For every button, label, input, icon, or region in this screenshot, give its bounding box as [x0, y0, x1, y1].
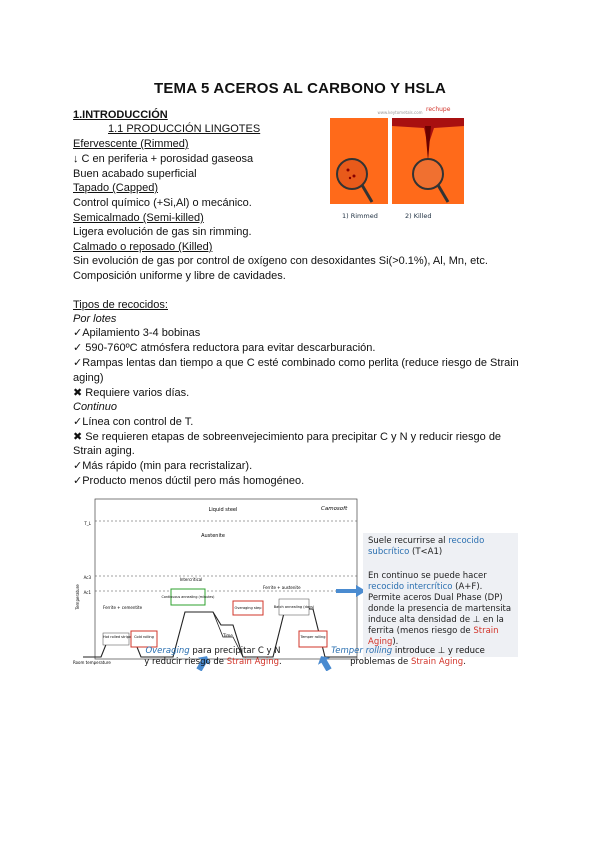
intercritical-label: Intercritical — [179, 577, 203, 582]
continuo-item: ✓Línea con control de T. — [73, 416, 194, 428]
type-heading-rimmed: Efervescente (Rimmed) — [73, 138, 189, 150]
austenite-label: Austenite — [201, 533, 225, 539]
type-line: Buen acabado superficial — [73, 168, 197, 180]
lotes-label: Por lotes — [73, 313, 117, 325]
room-label: Room temperature — [73, 660, 111, 665]
type-heading-capped: Tapado (Capped) — [73, 182, 159, 194]
box-hot-rolled: Hot rolled strip — [102, 635, 130, 639]
continuo-item: ✖ Se requieren etapas de sobreenvejecimiento para precipitar C y N y reducir riesgo de — [73, 431, 502, 443]
label-killed: 2) Killed — [405, 212, 432, 220]
annealing-diagram — [73, 497, 363, 667]
type-heading-semikilled: Semicalmado (Semi-killed) — [73, 212, 204, 224]
box-continuous: Continuous annealing (minutes) — [161, 595, 215, 599]
lotes-item: ✖ Requiere varios días. — [73, 387, 190, 399]
box-cold-rolling: Cold rolling — [134, 635, 154, 639]
ferrite-cementite-label: Ferrite + cementite — [103, 605, 143, 610]
temper-caption: Temper rolling introduce ⊥ y reduce problemas de Strain Aging. — [331, 646, 485, 667]
lotes-item: ✓ 590-760ºC atmósfera reductora para evitar descarburación. — [73, 342, 376, 354]
type-line: Sin evolución de gas por control de oxígeno con desoxidantes Si(>0.1%), Al, Mn, etc. — [73, 255, 488, 267]
magnifier-icon — [337, 159, 367, 189]
continuo-item: Strain aging. — [73, 445, 135, 457]
tl-label: T_L — [84, 521, 91, 526]
ac3-label: Ac3 — [83, 575, 91, 580]
box-temper: Temper rolling — [300, 635, 326, 639]
section-heading: 1.INTRODUCCIÓN — [73, 109, 168, 121]
ferrite-austenite-label: Ferrite + austenite — [263, 585, 301, 590]
ac1-label: Ac1 — [83, 590, 91, 595]
type-line: ↓ C en periferia + porosidad gaseosa — [73, 153, 254, 165]
lotes-item: ✓Rampas lentas dan tiempo a que C esté combinado como perlita (reduce riesgo de Strain — [73, 357, 519, 369]
x-axis-label: Time — [223, 633, 233, 638]
label-rimmed: 1) Rimmed — [342, 212, 378, 220]
lotes-item: ✓Apilamiento 3-4 bobinas — [73, 327, 201, 339]
liquid-label: Liquid steel — [208, 507, 238, 513]
type-line: Control químico (+Si,Al) o mecánico. — [73, 197, 252, 209]
photo-watermark: www.keytometals.com — [377, 110, 423, 115]
ingot-photo — [330, 106, 470, 224]
box-batch: Batch annealing (days) — [273, 605, 315, 609]
side-note-box — [363, 533, 518, 657]
magnifier-icon — [413, 159, 443, 189]
arrow-icon — [336, 585, 366, 597]
page-title: TEMA 5 ACEROS AL CARBONO Y HSLA — [153, 80, 447, 97]
subsection-heading: 1.1 PRODUCCIÓN LINGOTES — [108, 123, 261, 135]
type-line: Composición uniforme y libre de cavidades. — [73, 270, 286, 282]
y-axis-label: Temperature — [75, 584, 80, 610]
continuo-label: Continuo — [73, 401, 118, 413]
overaging-caption: Overaging para precipitar C y N y reducir riesgo de Strain Aging. — [144, 646, 282, 667]
side-note-1: Suele recurrirse al recocido subcrítico (T<A1) — [368, 536, 485, 557]
rechupe-label: rechupe — [426, 106, 451, 113]
camosoft-label: Camosoft — [321, 506, 348, 512]
type-line: Ligera evolución de gas sin rimming. — [73, 226, 252, 238]
type-heading-killed: Calmado o reposado (Killed) — [73, 241, 213, 253]
continuo-item: ✓Más rápido (min para recristalizar). — [73, 460, 253, 472]
box-overaging: Overaging step — [234, 606, 262, 610]
lotes-item: aging) — [73, 372, 104, 384]
continuo-item: ✓Producto menos dúctil pero más homogéneo. — [73, 475, 305, 487]
recocidos-heading: Tipos de recocidos: — [73, 299, 168, 311]
side-note-2: En continuo se puede hacer recocido intercrítico (A+F). Permite aceros Dual Phase (DP) donde la presencia de martensita induce alta densidad de ⊥ en la ferrita (menos riesgo de Strain Aging). — [368, 571, 512, 647]
